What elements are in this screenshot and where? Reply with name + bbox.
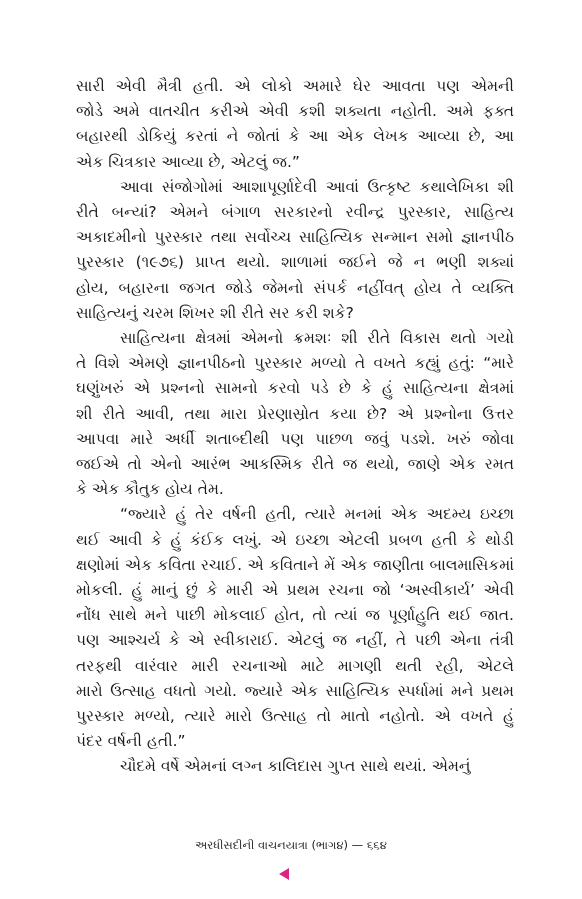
text-line: નોંધ સાથે મને પાછી મોકલાઈ હોત, તો ત્યાં જ પૂર્ણાહુતિ થઈ જાત. bbox=[76, 606, 514, 625]
text-line: શી રીતે આવી, તથા મારા પ્રેરણાસ્રોત કયા છે? એ પ્રશ્નોના ઉત્તર bbox=[76, 404, 514, 423]
text-line: જઈએ તો એનો આરંભ આકસ્મિક રીતે જ થયો, જાણે એક રમત bbox=[76, 455, 514, 474]
text-line: પુરસ્કાર મળ્યો, ત્યારે મારો ઉત્સાહ તો માતો નહોતો. એ વખતે હું bbox=[76, 707, 514, 726]
text-line: હોય, બહારના જગત જોડે જેમનો સંપર્ક નહીંવત્ હોય તે વ્યક્તિ bbox=[76, 278, 514, 297]
text-line: તે વિશે એમણે જ્ઞાનપીઠનો પુરસ્કાર મળ્યો તે વખતે કહ્યું હતું: “મારે bbox=[76, 354, 514, 373]
text-line: આપવા મારે અર્ધી શતાબ્દીથી પણ પાછળ જવું પડશે. ખરું જોવા bbox=[76, 429, 514, 448]
text-line: પુરસ્કાર (૧૯૭૬) પ્રાપ્ત થયો. શાળામાં જઈને જે ન ભણી શક્યાં bbox=[76, 253, 514, 272]
text-line: સારી એવી મૈત્રી હતી. એ લોકો અમારે ઘેર આવતા પણ એમની bbox=[76, 77, 514, 95]
text-line: પંદર વર્ષની હતી.” bbox=[76, 732, 186, 751]
page-body bbox=[76, 74, 514, 780]
previous-page-icon[interactable] bbox=[279, 868, 289, 880]
text-line: કે એક કૌતુક હોય તેમ. bbox=[76, 480, 224, 499]
text-line: “જ્યારે હું તેર વર્ષની હતી, ત્યારે મનમાં એક અદમ્ય ઇચ્છા bbox=[120, 505, 514, 524]
paragraph bbox=[76, 74, 514, 175]
text-line: સાહિત્યના ક્ષેત્રમાં એમનો ક્રમશઃ શી રીતે વિકાસ થતો ગયો bbox=[120, 329, 514, 348]
text-line: ચૌદમે વર્ષે એમનાં લગ્ન કાલિદાસ ગુપ્ત સાથે થયાં. એમનું bbox=[120, 757, 471, 776]
text-line: જોડે અમે વાતચીત કરીએ એવી કશી શક્યતા નહોતી. અમે ફક્ત bbox=[76, 102, 514, 121]
text-line: તરફથી વારંવાર મારી રચનાઓ માટે માગણી થતી રહી, એટલે bbox=[76, 656, 514, 675]
text-line: મારો ઉત્સાહ વધતો ગયો. જ્યારે એક સાહિત્યિક સ્પર્ધામાં મને પ્રથમ bbox=[76, 681, 514, 700]
text-line: ક્ષણોમાં એક કવિતા રચાઈ. એ કવિતાને મેં એક જાણીતા બાલમાસિકમાં bbox=[76, 555, 514, 574]
paragraph bbox=[76, 502, 514, 754]
paragraph bbox=[76, 326, 514, 502]
text-line: આવા સંજોગોમાં આશાપૂર્ણાદેવી આવાં ઉત્કૃષ્ટ કથાલેખિકા શી bbox=[120, 177, 514, 196]
text-line: સાહિત્યનું ચરમ શિખર શી રીતે સર કરી શકે? bbox=[76, 303, 354, 322]
text-line: મોકલી. હું માનું છું કે મારી એ પ્રથમ રચના જો ‘અસ્વીકાર્ય’ એવી bbox=[76, 581, 514, 600]
text-line: થઈ આવી કે હું કંઈક લખું. એ ઇચ્છા એટલી પ્રબળ હતી કે થોડી bbox=[76, 530, 514, 549]
page-footer: અરધીસદીની વાચનયાત્રા (ભાગ૪) — ૬૬૪ bbox=[195, 838, 387, 852]
text-line: એક ચિત્રકાર આવ્યા છે, એટલું જ.” bbox=[76, 152, 300, 171]
text-line: રીતે બન્યાં? એમને બંગાળ સરકારનો રવીન્દ્ર પુરસ્કાર, સાહિત્ય bbox=[76, 203, 514, 222]
text-line: ઘણુંખરું એ પ્રશ્નનો સામનો કરવો પડે છે કે હું સાહિત્યના ક્ષેત્રમાં bbox=[76, 379, 514, 398]
paragraph bbox=[76, 175, 514, 326]
paragraph bbox=[76, 754, 514, 779]
text-line: પણ આશ્ચર્ય કે એ સ્વીકારાઈ. એટલું જ નહીં, તે પછી એના તંત્રી bbox=[76, 631, 514, 650]
text-line: બહારથી ડોકિયું કરતાં ને જોતાં કે આ એક લેખક આવ્યા છે, આ bbox=[76, 127, 514, 146]
text-line: અકાદમીનો પુરસ્કાર તથા સર્વોચ્ચ સાહિત્યિક સન્માન સમો જ્ઞાનપીઠ bbox=[76, 228, 514, 247]
